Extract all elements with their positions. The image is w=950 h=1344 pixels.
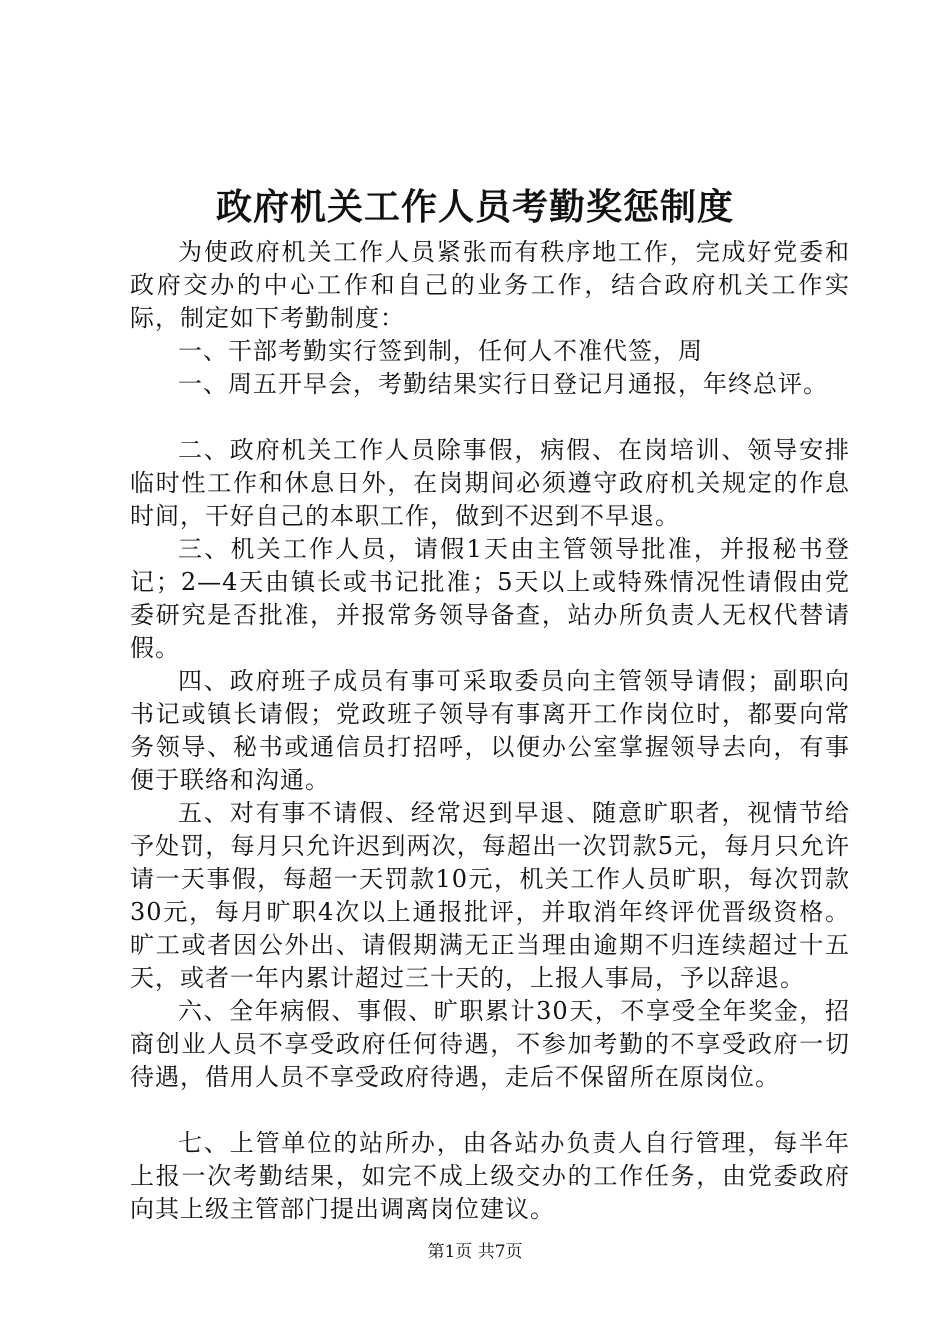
paragraph-6: 六、全年病假、事假、旷职累计30天，不享受全年奖金，招商创业人员不享受政府任何待遇，不参加考勤的不享受政府一切待遇，借用人员不享受政府待遇，走后不保留所在原岗位。 [130, 997, 850, 1091]
paragraph-4: 四、政府班子成员有事可采取委员向主管领导请假；副职向书记或镇长请假；党政班子领导有事离开工作岗位时，都要向常务领导、秘书或通信员打招呼，以便办公室掌握领导去向，有事便于联络和沟通。 [130, 667, 850, 794]
paragraph-1b: 一、周五开早会，考勤结果实行日登记月通报，年终总评。 [178, 370, 828, 398]
page-total: 共7页 [477, 1242, 523, 1262]
document-title: 政府机关工作人员考勤奖惩制度 [215, 186, 734, 228]
page-footer [0, 1241, 950, 1263]
paragraph-3: 三、机关工作人员，请假1天由主管领导批准，并报秘书登记；2—4天由镇长或书记批准；5天以上或特殊情况性请假由党委研究是否批准，并报常务领导备查，站办所负责人无权代替请假。 [130, 535, 850, 662]
document-body [130, 236, 850, 1226]
paragraph-intro: 为使政府机关工作人员紧张而有秩序地工作，完成好党委和政府交办的中心工作和自己的业务工作，结合政府机关工作实际，制定如下考勤制度： [130, 238, 850, 332]
paragraph-2: 二、政府机关工作人员除事假，病假、在岗培训、领导安排临时性工作和休息日外，在岗期间必须遵守政府机关规定的作息时间，干好自己的本职工作，做到不迟到不早退。 [130, 436, 850, 530]
paragraph-7: 七、上管单位的站所办，由各站办负责人自行管理，每半年上报一次考勤结果，如完不成上级交办的工作任务，由党委政府向其上级主管部门提出调离岗位建议。 [130, 1129, 850, 1223]
paragraph-5: 五、对有事不请假、经常迟到早退、随意旷职者，视情节给予处罚，每月只允许迟到两次，每超出一次罚款5元，每月只允许请一天事假，每超一天罚款10元，机关工作人员旷职，每次罚款30元，每月旷职4次以上通报批评，并取消年终评优晋级资格。旷工或者因公外出、请假期满无正当理由逾期不归连续超过十五天，或者一年内累计超过三十天的，上报人事局，予以辞退。 [130, 799, 850, 992]
page-number: 第1页 [427, 1242, 473, 1262]
paragraph-1a: 一、干部考勤实行签到制，任何人不准代签，周 [178, 337, 703, 365]
